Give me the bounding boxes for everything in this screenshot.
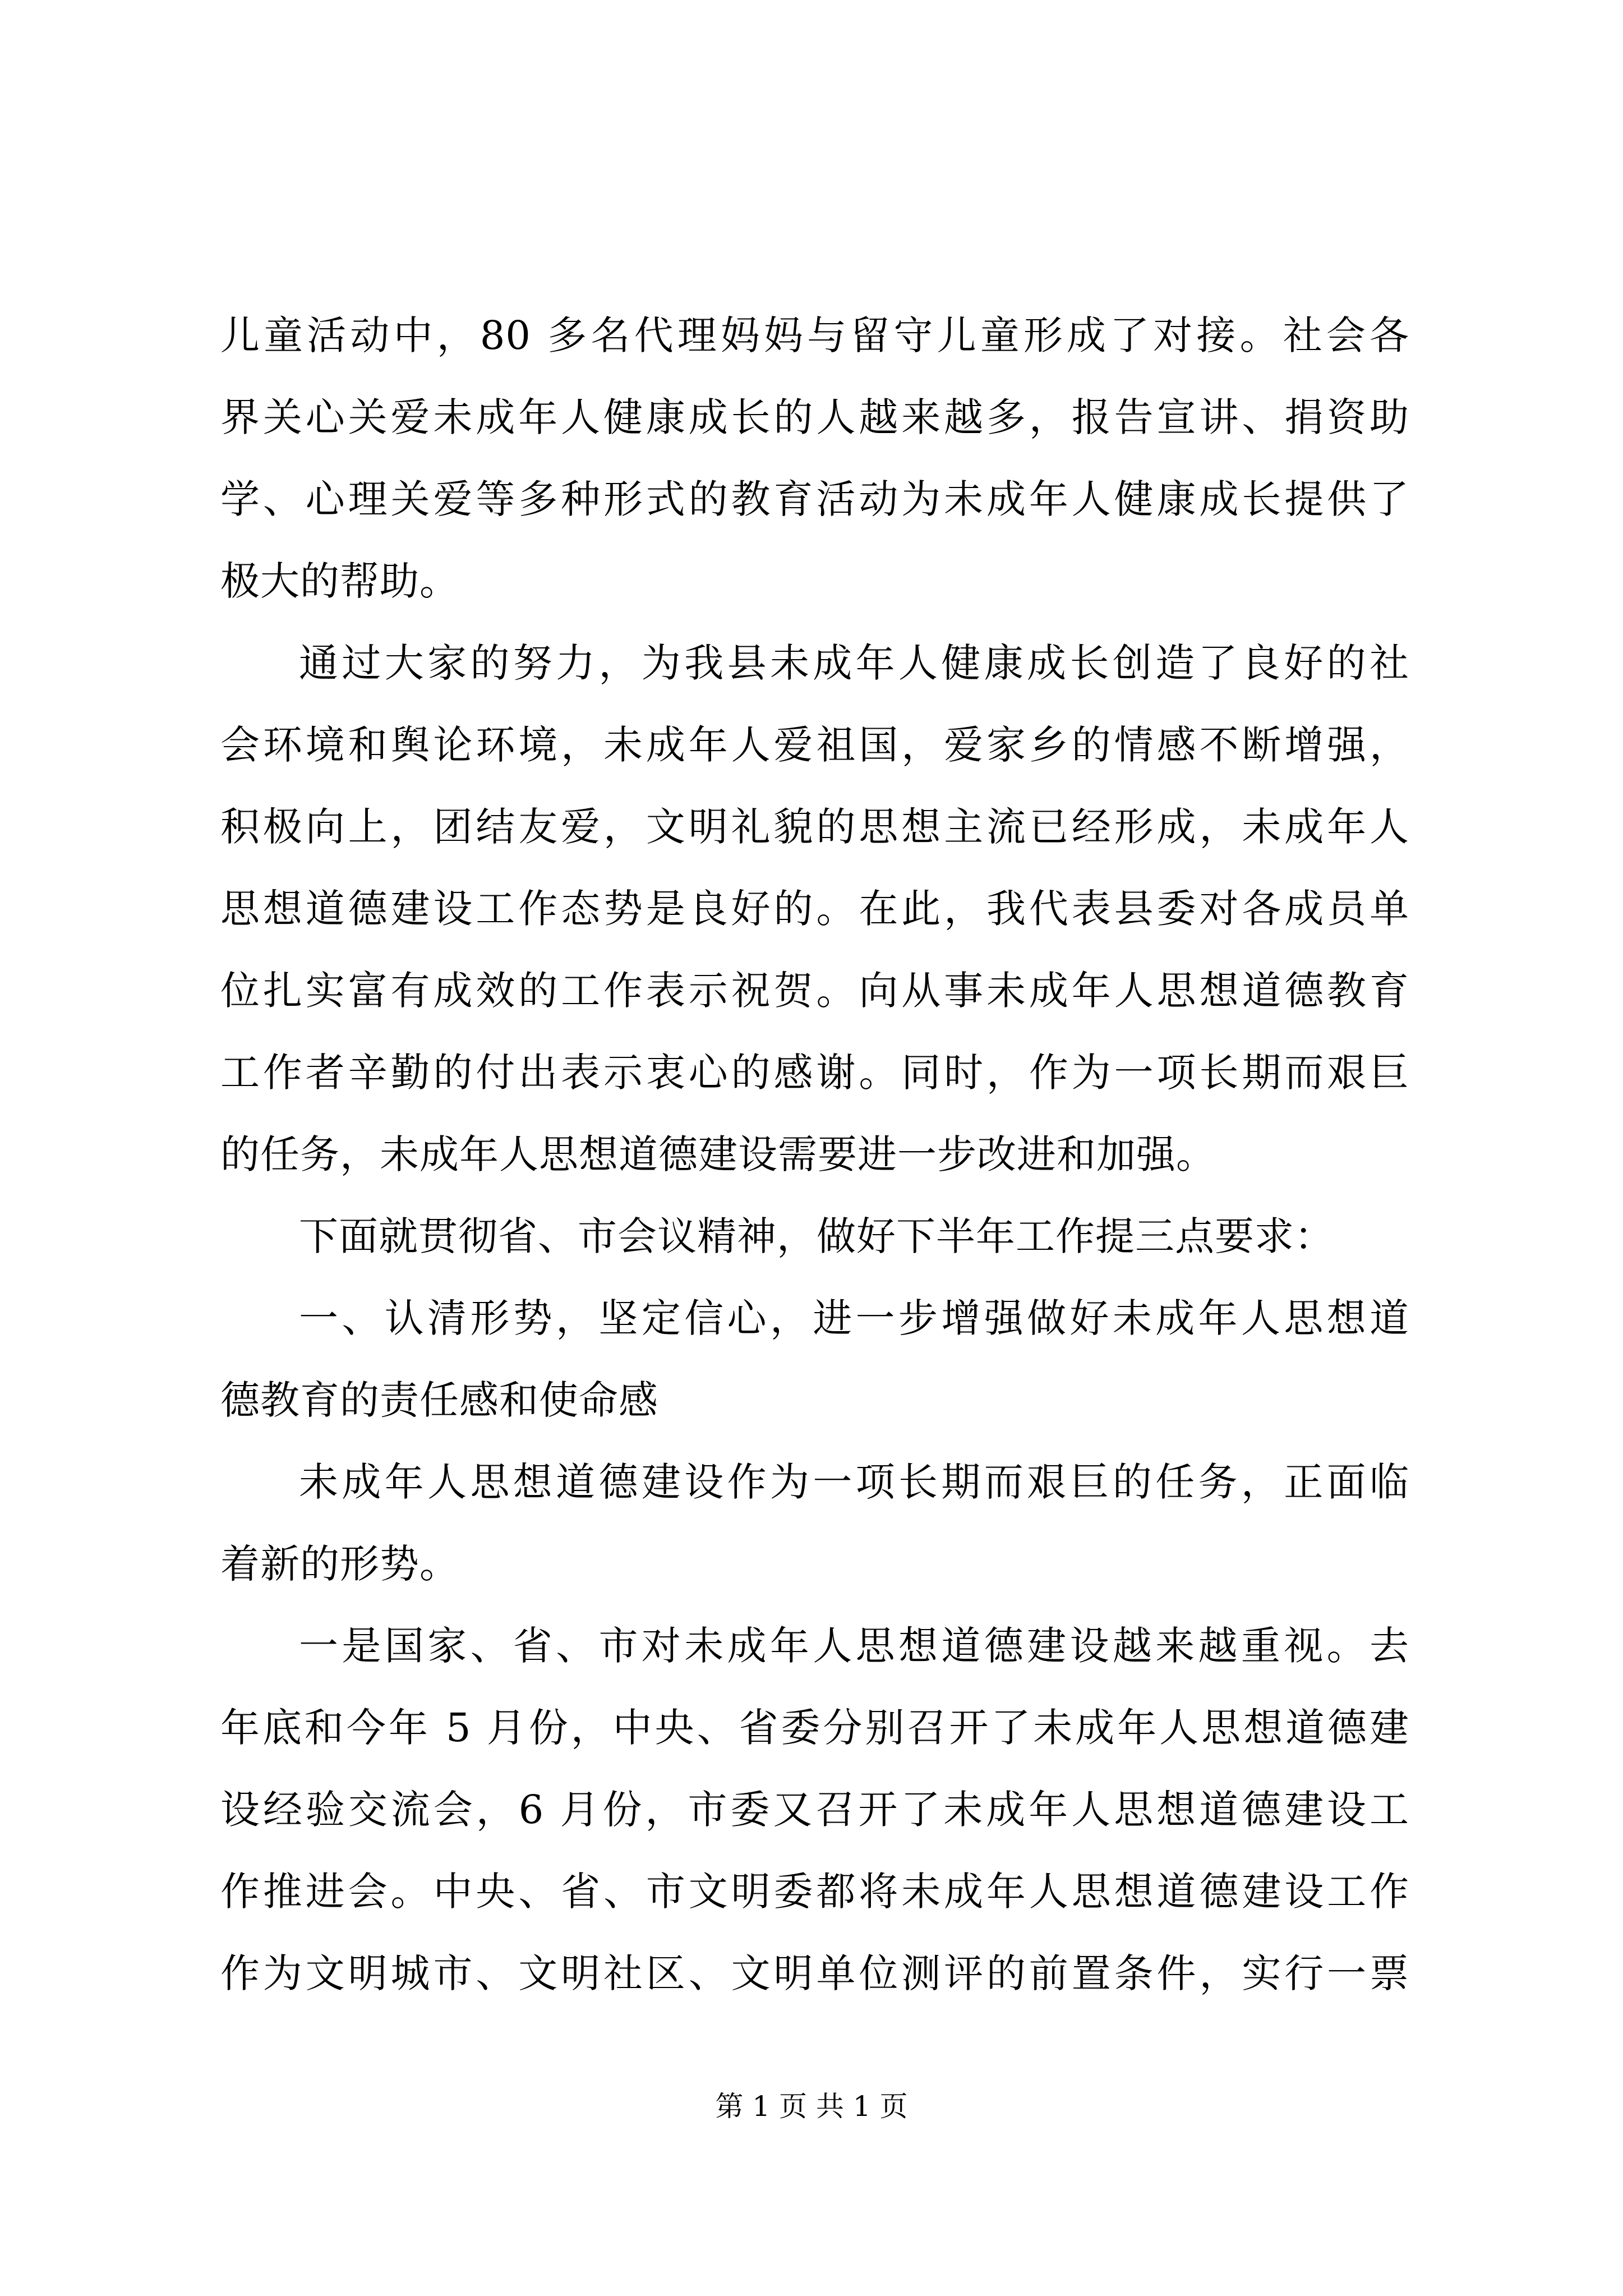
text-line: 作推进会。中央、省、市文明委都将未成年人思想道德建设工作 — [220, 1869, 1409, 1915]
section-heading-line: 一、认清形势，坚定信心，进一步增强做好未成年人思想道 — [299, 1295, 1409, 1341]
text-line: 着新的形势。 — [220, 1541, 459, 1587]
text-line: 一是国家、省、市对未成年人思想道德建设越来越重视。去 — [299, 1623, 1409, 1669]
section-heading-line: 德教育的责任感和使命感 — [220, 1377, 658, 1423]
text-line: 儿童活动中，80 多名代理妈妈与留守儿童形成了对接。社会各 — [220, 312, 1409, 358]
text-line: 的任务，未成年人思想道德建设需要进一步改进和加强。 — [220, 1131, 1216, 1177]
text-line: 设经验交流会，6 月份，市委又召开了未成年人思想道德建设工 — [220, 1787, 1409, 1833]
text-line: 学、心理关爱等多种形式的教育活动为未成年人健康成长提供了 — [220, 476, 1409, 522]
text-line: 积极向上，团结友爱，文明礼貌的思想主流已经形成，未成年人 — [220, 804, 1409, 850]
text-line: 工作者辛勤的付出表示衷心的感谢。同时，作为一项长期而艰巨 — [220, 1050, 1409, 1096]
text-line: 年底和今年 5 月份，中央、省委分别召开了未成年人思想道德建 — [220, 1705, 1409, 1751]
text-line: 会环境和舆论环境，未成年人爱祖国，爱家乡的情感不断增强， — [220, 722, 1409, 768]
page-footer: 第 1 页 共 1 页 — [715, 2090, 908, 2123]
text-line: 通过大家的努力，为我县未成年人健康成长创造了良好的社 — [299, 640, 1409, 686]
text-line: 未成年人思想道德建设作为一项长期而艰巨的任务，正面临 — [299, 1459, 1409, 1505]
document-body — [220, 295, 1409, 2014]
text-line: 下面就贯彻省、市会议精神，做好下半年工作提三点要求： — [299, 1213, 1334, 1259]
text-line: 极大的帮助。 — [220, 558, 459, 604]
text-line: 界关心关爱未成年人健康成长的人越来越多，报告宣讲、捐资助 — [220, 394, 1409, 440]
text-line: 思想道德建设工作态势是良好的。在此，我代表县委对各成员单 — [220, 886, 1409, 932]
text-line: 位扎实富有成效的工作表示祝贺。向从事未成年人思想道德教育 — [220, 968, 1409, 1014]
text-line: 作为文明城市、文明社区、文明单位测评的前置条件，实行一票 — [220, 1950, 1409, 1996]
